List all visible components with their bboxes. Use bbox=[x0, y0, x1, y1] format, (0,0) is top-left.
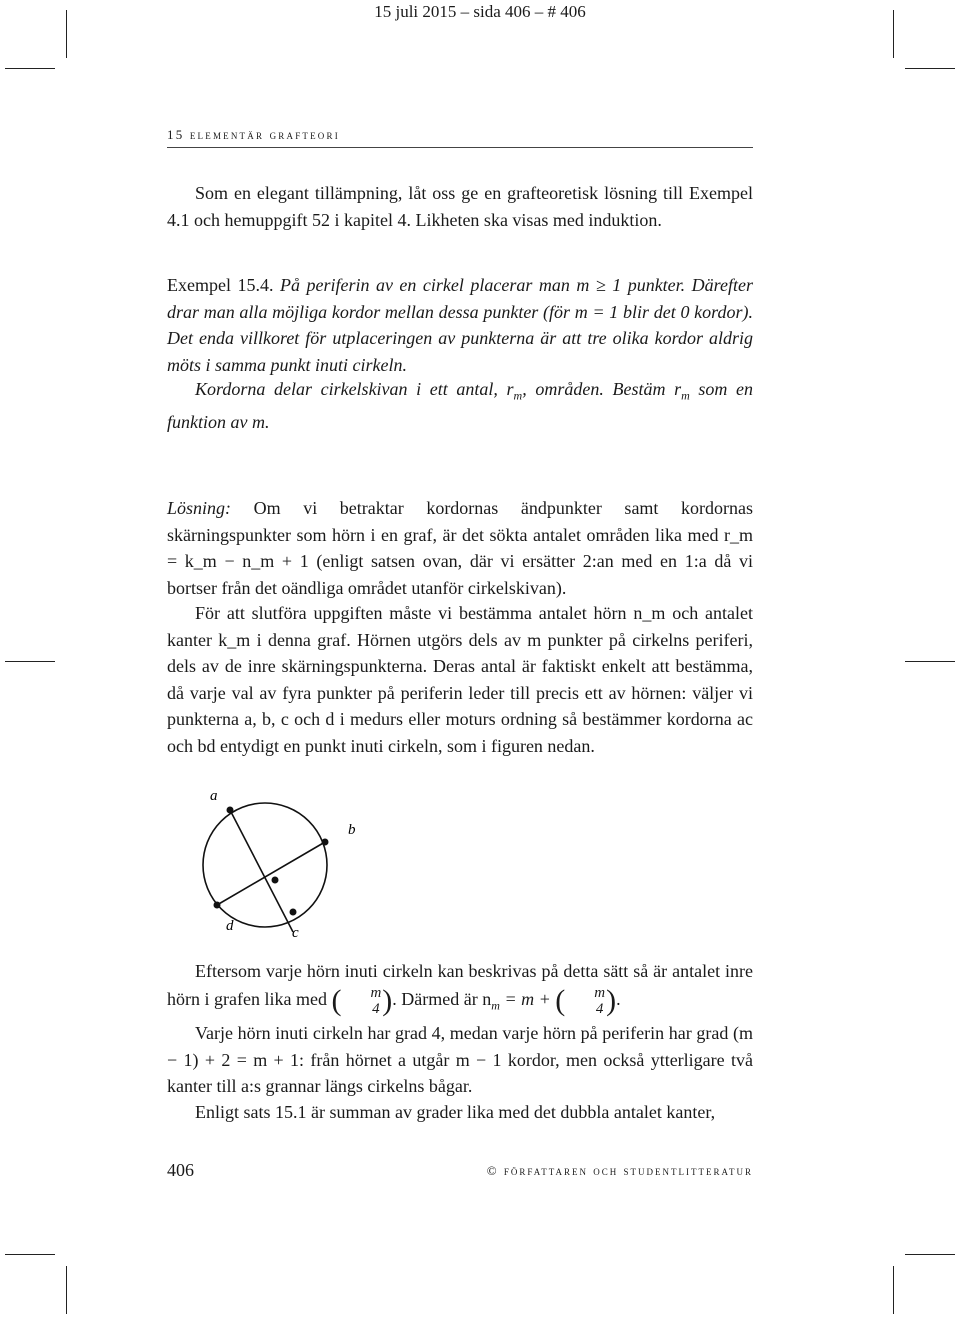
label-a: a bbox=[210, 788, 218, 804]
crop-mark bbox=[905, 68, 955, 69]
intersection-point bbox=[272, 877, 279, 884]
paren: ) bbox=[382, 983, 393, 1017]
question-part-3: som en funktion av m. bbox=[167, 379, 753, 433]
crop-mark bbox=[66, 1266, 67, 1314]
point-c bbox=[290, 909, 297, 916]
paren: ) bbox=[606, 983, 617, 1017]
subscript: m bbox=[513, 388, 523, 403]
paren: ( bbox=[555, 983, 566, 1017]
example-label: Exempel 15.4. bbox=[167, 275, 274, 295]
example-block bbox=[167, 272, 753, 378]
question-part-1: Kordorna delar cirkelskivan i ett antal, r bbox=[195, 379, 514, 399]
crop-mark bbox=[5, 68, 55, 69]
solution-paragraph-2 bbox=[167, 600, 753, 759]
after-paragraph-2 bbox=[167, 1020, 753, 1100]
after-paragraph-1: Eftersom varje hörn inuti cirkeln kan beskrivas på detta sätt så är antalet inre hörn i grafen lika med ( m 4 ). Därmed är $n_m = m$ + ( m 4 ). bbox=[167, 961, 753, 1017]
chord-figure bbox=[190, 780, 380, 940]
intro-text: Som en elegant tillämpning, låt oss ge en grafteoretisk lösning till Exempel 4.1 och hemuppgift 52 i kapitel 4. Likheten ska visas med induktion. bbox=[167, 183, 753, 230]
chapter-title: 15 elementär grafteori bbox=[167, 127, 340, 142]
after-text-4: Varje hörn inuti cirkeln har grad 4, medan varje hörn på periferin har grad (m − 1) + 2 = m + 1: från hörnet a utgår m − 1 kordor, men också ytterligare två kanter till a:s grannar längs cirkelns bågar. bbox=[167, 1023, 753, 1096]
label-b: b bbox=[348, 822, 356, 838]
example-question bbox=[167, 376, 753, 436]
crop-mark bbox=[5, 1254, 55, 1255]
label-d: d bbox=[226, 918, 234, 934]
label-c: c bbox=[292, 925, 299, 940]
crop-mark bbox=[893, 1266, 894, 1314]
point-d bbox=[214, 902, 221, 909]
crop-mark bbox=[905, 1254, 955, 1255]
subscript: m bbox=[491, 998, 500, 1013]
solution-text-2: För att slutföra uppgiften måste vi bestämma antalet hörn n_m och antalet kanter k_m i denna graf. Hörnen utgörs dels av m punkter på cirkelns periferi, dels av de inre skärningspunkterna. Deras antal är faktiskt enkelt att bestämma, då varje val av fyra punkter på periferin leder till precis ett av hörnen: väljer vi punkterna a, b, c och d i medurs eller moturs ordning så bestämmer kordorna ac och bd entydigt en punkt inuti cirkeln, som i figuren nedan. bbox=[167, 603, 753, 756]
crop-mark bbox=[5, 661, 55, 662]
binom-top: m bbox=[370, 984, 382, 1001]
solution-label: Lösning: bbox=[167, 498, 232, 518]
binom-top: m bbox=[594, 984, 606, 1001]
after-paragraph-3 bbox=[167, 1099, 753, 1126]
copyright: © författaren och studentlitteratur bbox=[486, 1163, 753, 1178]
binom-bottom: 4 bbox=[595, 1000, 604, 1017]
page-number: 406 bbox=[167, 1160, 194, 1180]
page-header: 15 juli 2015 – sida 406 – # 406 bbox=[374, 2, 586, 21]
point-b bbox=[322, 839, 329, 846]
binomial bbox=[342, 985, 381, 1017]
binomial bbox=[566, 985, 605, 1017]
solution-block bbox=[167, 495, 753, 601]
after-text-2: . Därmed är n bbox=[392, 988, 492, 1009]
header-rule bbox=[167, 147, 753, 148]
solution-text: Om vi betraktar kordornas ändpunkter samt kordornas skärningspunkter som hörn i en graf, är det sökta antalet områden lika med r_m = k_m − n_m + 1 (enligt satsen ovan, där vi ersätter 2:an med en 1:a då vi bortser från det oändliga området utanför cirkelskivan). bbox=[167, 498, 753, 598]
after-text-1: Eftersom varje hörn inuti cirkeln kan beskrivas på detta sätt så är antalet inre hörn i grafen lika med bbox=[167, 961, 753, 1009]
point-a bbox=[227, 807, 234, 814]
binom-bottom: 4 bbox=[372, 1000, 380, 1017]
after-text-5: Enligt sats 15.1 är summan av grader lika med det dubbla antalet kanter, bbox=[195, 1102, 716, 1122]
subscript: m bbox=[681, 388, 690, 403]
intro-paragraph bbox=[167, 180, 753, 233]
paren: ( bbox=[331, 983, 342, 1017]
after-text-3: = m + bbox=[499, 988, 551, 1009]
crop-mark bbox=[905, 661, 955, 662]
question-part-2: , områden. Bestäm r bbox=[522, 379, 682, 399]
example-text: På periferin av en cirkel placerar man m ≥ 1 punkter. Därefter drar man alla möjliga kordor mellan dessa punkter (för m = 1 blir det 0 kordor). Det enda villkoret för utplaceringen av punkterna är att tre olika kordor aldrig möts i samma punkt inuti cirkeln. bbox=[167, 275, 753, 375]
